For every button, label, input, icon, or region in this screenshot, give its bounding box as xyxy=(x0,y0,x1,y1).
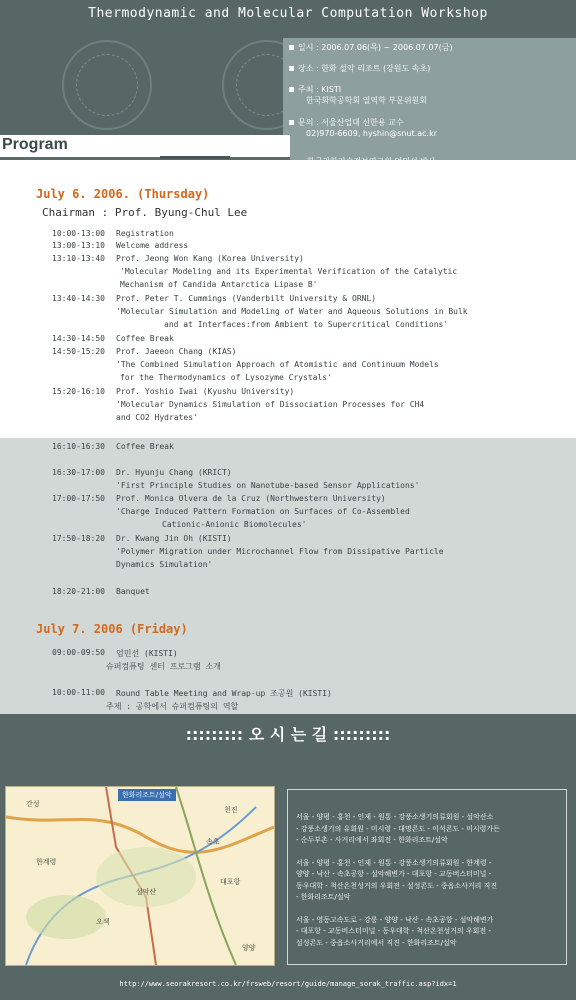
talk-yeom-1: 슈퍼컴퓨팅 센터 프로그램 소개 xyxy=(106,662,221,671)
talk-hchang-1: 'First Principle Studies on Nanotube-based Sensor Applications' xyxy=(116,481,420,490)
map-label-seoraksan: 설악산 xyxy=(136,888,157,896)
info-date: 일시 : 2006.07.06(목) ~ 2006.07.07(금) xyxy=(289,42,453,53)
seal-logo-left xyxy=(62,40,152,130)
talk-kang-2: Mechanism of Candida Antarctica Lipase B' xyxy=(120,280,318,289)
info-contact: 문의 : 서울산업대 신한용 교수 02)970-6609, hyshin@snut.ac.kr xyxy=(289,117,437,139)
map-label-osaek: 오색 xyxy=(96,918,110,926)
talk-oh-1: 'Polymer Migration under Microchannel Flow from Dissipative Particle xyxy=(116,547,444,556)
route-directions xyxy=(287,789,567,965)
talk-iwai-1: 'Molecular Dynamics Simulation of Dissociation Processes for CH4 xyxy=(116,400,425,409)
talk-olvera-2: Cationic-Anionic Biomolecules' xyxy=(162,520,307,529)
program-accent xyxy=(160,156,230,159)
talk-cummings-2: and at Interfaces:from Ambient to Supercritical Conditions' xyxy=(164,320,449,329)
map-label-ganseong: 간성 xyxy=(26,800,40,808)
talk-olvera-1: 'Charge Induced Pattern Formation on Surfaces of Co-Assembled xyxy=(116,507,410,516)
day1-title: July 6. 2006. (Thursday) xyxy=(36,187,210,201)
event-info-box xyxy=(283,38,576,180)
area-map xyxy=(5,786,275,966)
program-label: Program xyxy=(2,136,68,153)
talk-iwai-2: and CO2 Hydrates' xyxy=(116,413,198,422)
chairman: Chairman : Prof. Byung-Chul Lee xyxy=(42,206,248,219)
map-label-cheonjin: 천진 xyxy=(224,806,238,814)
talk-roundtable-1: 주제 : 공학에서 슈퍼컴퓨팅의 역할 xyxy=(106,702,239,711)
map-label-sokcho: 속초 xyxy=(206,838,220,846)
talk-kang-1: 'Molecular Modeling and its Experimental Verification of the Catalytic xyxy=(120,267,458,276)
resort-link[interactable]: http://www.seorakresort.co.kr/frsweb/resort/guide/manage_sorak_traffic.asp?idx=1 xyxy=(119,980,457,988)
route-1: 서울 - 양평 - 홍천 - 인제 - 원통 - 강풍소생기의류회원 - 설악산소 - 강풍소생기의 유회원 - 미시령 - 대명콘도 - 이석콘도 - 미시령가든 - 순두부촌 - 사거리에서 좌회전 - 한화리조트/설악 xyxy=(296,813,500,844)
day2-title: July 7. 2006 (Friday) xyxy=(36,622,188,636)
talk-oh-2: Dynamics Simulation' xyxy=(116,560,213,569)
page-title: Thermodynamic and Molecular Computation Workshop xyxy=(88,6,488,21)
map-label-yangyang: 양양 xyxy=(242,944,256,952)
talk-chang-2: for the Thermodynamics of Lysozyme Crystals' xyxy=(120,373,332,382)
map-badge: 한화리조트/설악 xyxy=(118,789,176,801)
map-label-hangyeryeong: 한계령 xyxy=(36,858,57,866)
map-label-daepohang: 대포항 xyxy=(220,878,241,886)
talk-chang-1: 'The Combined Simulation Approach of Atomistic and Continuum Models xyxy=(116,360,439,369)
info-venue: 장소 : 한화 설악 리조트 (강원도 속초) xyxy=(289,63,430,74)
talk-cummings-1: 'Molecular Simulation and Modeling of Water and Aqueous Solutions in Bulk xyxy=(116,307,468,316)
info-host: 주최 : KISTI 한국화학공학회 열역학 부문위원회 xyxy=(289,84,427,106)
route-3: 서울 - 영동고속도로 - 강릉 - 양양 - 낙산 - 속초공항 - 설악해변가 - 대포항 - 교동버스터미널 - 동우대학 - 척산온천성거의 우회전 - 설성콘도 - 중읍소사거리에서 직진 - 한화리조트/설악 xyxy=(296,915,494,947)
route-2: 서울 - 양평 - 홍천 - 인제 - 원통 - 강풍소생기의류회원 - 한계령 - 양양 - 낙산 - 속초공항 - 설악해변가 - 대포항 - 교동버스터미널 - 동우대학 - 척산온천성거의 우회전 - 설성콘도 - 중읍소사거리 직진 - 한화리조트/설악 xyxy=(296,858,498,901)
directions-title: ::::::::: 오 시 는 길 ::::::::: xyxy=(185,725,391,744)
